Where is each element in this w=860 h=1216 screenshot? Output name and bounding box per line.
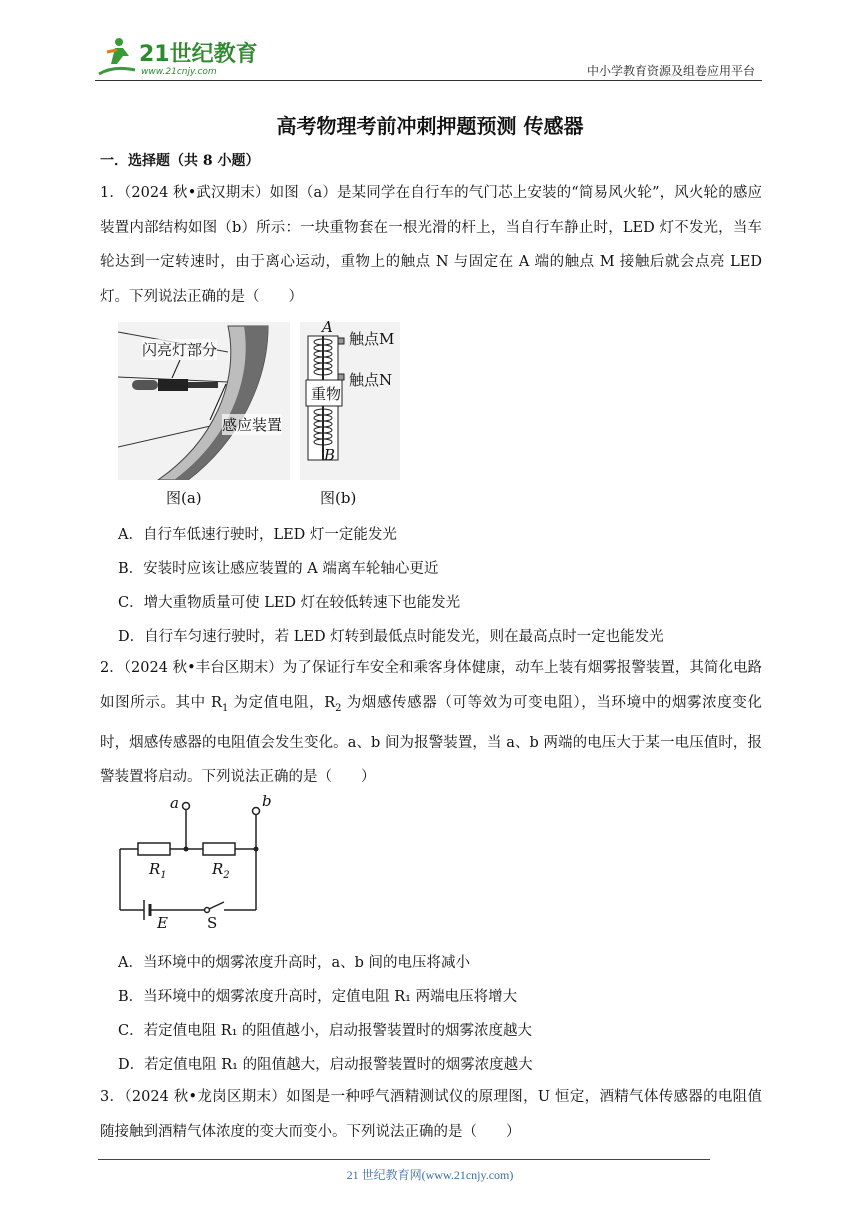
question-2-text: 2．（2024 秋•丰台区期末）为了保证行车安全和乘客身体健康，动车上装有烟雾报警装置，其简化电路如图所示。其中 $R_1$ 为定值电阻，$R_2$ 为烟感传感器（可等效为可变电阻），当环境中的烟雾浓度变化时，烟感传感器的电阻值会发生变化。a、b 间为报警装置，当 a、b 两端的电压大于某一电压值时，报警装置将启动。下列说法正确的是（ ） (100, 660, 763, 786)
q1-option-d: D．自行车匀速行驶时，若 LED 灯转到最低点时能发光，则在最高点时一定也能发光 (118, 629, 664, 645)
footer-divider (98, 1159, 710, 1160)
logo-text: 21世纪教育 (139, 42, 258, 67)
q1-option-b: B．安装时应该让感应装置的 A 端离车轮轴心更近 (118, 561, 439, 577)
q1-option-c: C．增大重物质量可使 LED 灯在较低转速下也能发光 (118, 595, 461, 611)
q1-option-a: A．自行车低速行驶时，LED 灯一定能发光 (118, 527, 397, 543)
switch-s-label: S (207, 914, 218, 932)
header-divider (95, 80, 762, 81)
label-sensor-device: 感应装置 (222, 416, 283, 434)
figure-b-caption: 图(b) (320, 489, 357, 507)
q2-option-a: A．当环境中的烟雾浓度升高时，a、b 间的电压将减小 (118, 955, 471, 971)
label-flash-part: 闪亮灯部分 (142, 341, 218, 359)
resistor-r2-label: $R_2$ (212, 860, 230, 881)
label-end-a: A (322, 318, 333, 336)
resistor-r1-label: $R_1$ (149, 860, 167, 881)
logo-url: www.21cnjy.com (141, 67, 217, 77)
site-logo (95, 34, 260, 78)
smoke-alarm-circuit (110, 790, 280, 935)
page-title: 高考物理考前冲刺押题预测 传感器 (276, 114, 584, 138)
question-1-text: 1．（2024 秋•武汉期末）如图（a）是某同学在自行车的气门芯上安装的“简易风火轮”，风火轮的感应装置内部结构如图（b）所示：一块重物套在一根光滑的杆上，当自行车静止时，LED 灯不发光，当车轮达到一定转速时，由于离心运动，重物上的触点 N 与固定在 A 端的触点 M 接触后就会点亮 LED 灯。下列说法正确的是（ ） (100, 185, 762, 305)
q2-option-b: B．当环境中的烟雾浓度升高时，定值电阻 R₁ 两端电压将增大 (118, 989, 518, 1005)
terminal-a-label: a (170, 794, 179, 812)
runner-icon (99, 38, 135, 74)
label-contact-m: 触点M (349, 330, 395, 348)
q2-option-c: C．若定值电阻 R₁ 的阻值越小，启动报警装置时的烟雾浓度越大 (118, 1023, 533, 1039)
battery-e-label: E (157, 914, 168, 932)
platform-name: 中小学教育资源及组卷应用平台 (586, 64, 755, 78)
label-contact-n: 触点N (349, 371, 393, 389)
q2-option-d: D．若定值电阻 R₁ 的阻值越大，启动报警装置时的烟雾浓度越大 (118, 1057, 533, 1073)
label-weight: 重物 (311, 385, 342, 403)
section-heading: 一．选择题（共 8 小题） (100, 153, 260, 169)
figure-a-caption: 图(a) (166, 489, 202, 507)
label-end-b: B (324, 446, 336, 464)
question-3-text: 3．（2024 秋•龙岗区期末）如图是一种呼气酒精测试仪的原理图，U 恒定，酒精气体传感器的电阻值随接触到酒精气体浓度的变大而变小。下列说法正确的是（ ） (100, 1089, 762, 1140)
footer-text: 21 世纪教育网(www.21cnjy.com) (346, 1168, 514, 1182)
terminal-b-label: b (262, 792, 272, 810)
